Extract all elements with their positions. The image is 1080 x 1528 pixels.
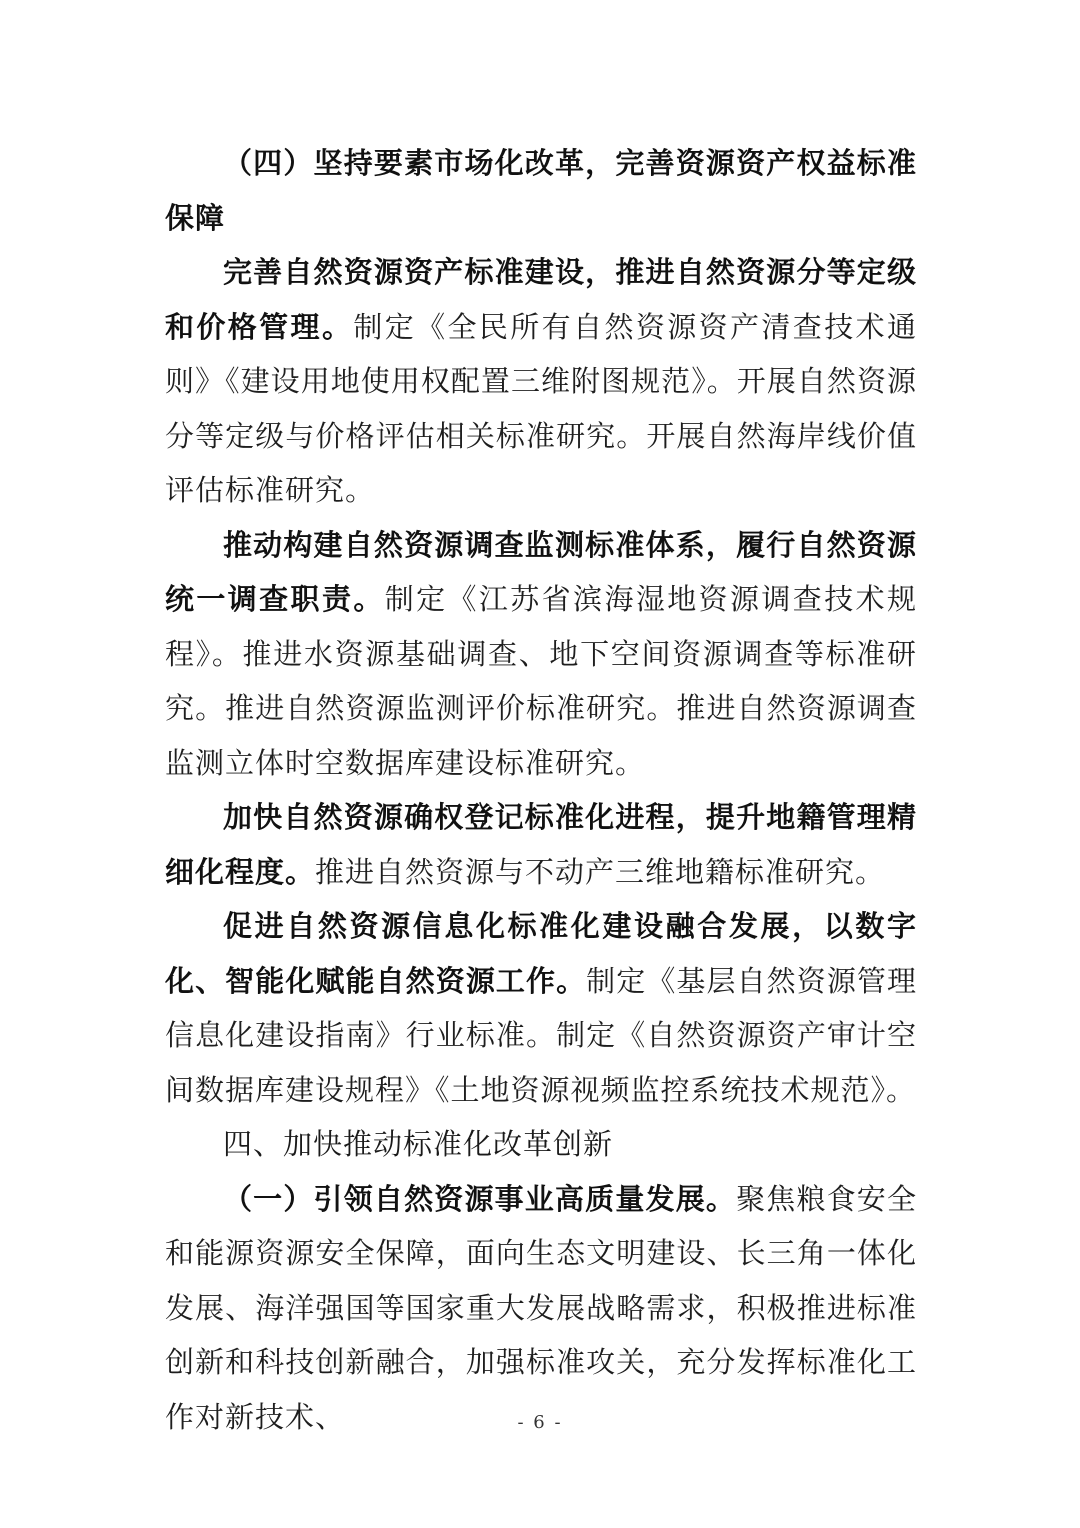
paragraph-lead: 推动构建自然资源调查监测标准体系，履行自然资源统一调查职责。 [165,527,917,616]
paragraph-lead: 促进自然资源信息化标准化建设融合发展，以数字化、智能化赋能自然资源工作。 [165,909,917,998]
paragraph-high-quality [165,1172,917,1445]
paragraph-assets [165,245,917,518]
paragraph-informatization [165,899,917,1117]
page-number: - 6 - [517,1412,563,1433]
paragraph-lead: （一）引领自然资源事业高质量发展。 [223,1181,737,1216]
paragraph-lead: 完善自然资源资产标准建设，推进自然资源分等定级和价格管理。 [165,255,917,344]
paragraph-text: 制定《全民所有自然资源资产清查技术通则》《建设用地使用权配置三维附图规范》。开展自然资源分等定级与价格评估相关标准研究。开展自然海岸线价值评估标准研究。 [165,309,917,507]
paragraph-text: 推进自然资源与不动产三维地籍标准研究。 [315,854,886,889]
paragraph-text: 聚焦粮食安全和能源资源安全保障，面向生态文明建设、长三角一体化发展、海洋强国等国家重大发展战略需求，积极推进标准创新和科技创新融合，加强标准攻关，充分发挥标准化工作对新技术、 [165,1181,917,1434]
paragraph-registration [165,790,917,899]
paragraph-text: 制定《基层自然资源管理信息化建设指南》行业标准。制定《自然资源资产审计空间数据库建设规程》《土地资源视频监控系统技术规范》。 [165,963,917,1107]
paragraph-text: 制定《江苏省滨海湿地资源调查技术规程》。推进水资源基础调查、地下空间资源调查等标准研究。推进自然资源监测评价标准研究。推进自然资源调查监测立体时空数据库建设标准研究。 [165,582,917,780]
document-body [165,136,917,1444]
subsection-heading-4: （四）坚持要素市场化改革，完善资源资产权益标准保障 [165,146,917,235]
paragraph-lead: 加快自然资源确权登记标准化进程，提升地籍管理精细化程度。 [165,800,917,889]
section-heading-4: 四、加快推动标准化改革创新 [223,1127,614,1161]
paragraph-survey [165,518,917,791]
